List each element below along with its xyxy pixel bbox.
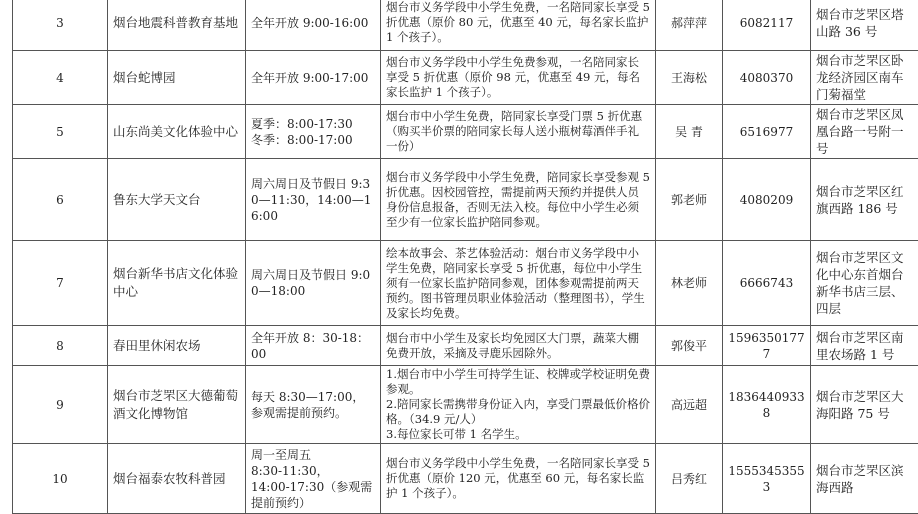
contact-phone: 18364409338 [723,366,811,444]
opening-hours-line: 14:00-17:30（参观需提前预约） [251,479,375,511]
table-row [13,326,918,366]
venue-address: 烟台市芝罘区滨海西路 [811,444,918,514]
opening-hours [246,366,381,444]
preferential-policy-line: 烟台市义务学段中小学生免费，陪同家长享受参观 5 折优惠。因校园管控，需提前两天预约并提供人员身份信息报备，否则无法入校。每位中小学生必须至少有一位家长监护陪同参观。 [386,170,650,230]
preferential-policy-line: 烟台市义务学段中小学生免费参观，一名陪同家长享受 5 折优惠（原价 98 元，优惠至 49 元，每名家长监护 1 个孩子）。 [386,55,650,100]
preferential-policy [381,105,656,159]
opening-hours [246,444,381,514]
opening-hours-line: 周六周日及节假日 9:30—11:30，14:00—16:00 [251,176,375,224]
preferential-policy-line: 绘本故事会、茶艺体验活动：烟台市义务学段中小学生免费，陪同家长享受 5 折优惠，每位中小学生须有一位家长监护陪同参观，团体参观需提前两天预约。图书管理员职业体验活动（整理图书），学生及家长均免费。 [386,246,650,321]
opening-hours [246,51,381,105]
venue-address: 烟台市芝罘区文化中心东首烟台新华书店三层、四层 [811,241,918,326]
opening-hours-line: 每天 8:30—17:00，参观需提前预约。 [251,389,375,421]
venue-address: 烟台市芝罘区南里农场路 1 号 [811,326,918,366]
venue-address: 烟台市芝罘区大海阳路 75 号 [811,366,918,444]
venue-address: 烟台市芝罘区红旗西路 186 号 [811,159,918,241]
contact-person: 高远超 [656,366,723,444]
contact-person: 郭俊平 [656,326,723,366]
opening-hours-line: 全年开放 9:00-17:00 [251,70,375,86]
contact-phone: 6666743 [723,241,811,326]
opening-hours-line: 8:30-11:30， [251,463,375,479]
opening-hours [246,241,381,326]
opening-hours-line: 全年开放 8：30-18：00 [251,330,375,362]
contact-phone: 15553453553 [723,444,811,514]
preferential-policy-line: 烟台市中小学生及家长均免园区大门票，蔬菜大棚免费开放，采摘及寻鹿乐园除外。 [386,331,650,361]
table-row [13,51,918,105]
opening-hours [246,159,381,241]
opening-hours-line: 周六周日及节假日 9:00—18:00 [251,267,375,299]
opening-hours [246,0,381,51]
venue-address: 烟台市芝罘区卧龙经济园区南车门菊福堂 [811,51,918,105]
row-number: 7 [13,241,108,326]
venue-table [12,0,918,514]
row-number: 9 [13,366,108,444]
venue-name: 烟台市芝罘区大德葡萄酒文化博物馆 [108,366,246,444]
row-number: 3 [13,0,108,51]
contact-person: 吴 青 [656,105,723,159]
preferential-policy [381,0,656,51]
contact-person: 王海松 [656,51,723,105]
opening-hours-line: 周一至周五 [251,447,375,463]
contact-person: 吕秀红 [656,444,723,514]
preferential-policy [381,51,656,105]
venue-name: 烟台蛇博园 [108,51,246,105]
table-row [13,241,918,326]
preferential-policy-line: 2.陪同家长需携带身份证入内，享受门票最低价格价格。（34.9 元/人） [386,397,650,427]
table-row [13,444,918,514]
row-number: 6 [13,159,108,241]
preferential-policy [381,159,656,241]
table-body [13,0,918,514]
table-row [13,0,918,51]
opening-hours-line: 全年开放 9:00-16:00 [251,15,375,31]
preferential-policy [381,444,656,514]
row-number: 4 [13,51,108,105]
opening-hours-line: 冬季：8:00-17:00 [251,132,375,148]
opening-hours [246,326,381,366]
preferential-policy-line: 烟台市义务学段中小学生免费，一名陪同家长享受 5 折优惠（原价 120 元，优惠至 60 元，每名家长监护 1 个孩子）。 [386,456,650,501]
contact-phone: 6082117 [723,0,811,51]
venue-address: 烟台市芝罘区凤凰台路一号附一号 [811,105,918,159]
contact-phone: 4080370 [723,51,811,105]
preferential-policy-line: 烟台市中小学生免费，陪同家长享受门票 5 折优惠（购买半价票的陪同家长每人送小瓶树莓酒伴手礼一份） [386,109,650,154]
row-number: 10 [13,444,108,514]
opening-hours-line: 夏季：8:00-17:30 [251,116,375,132]
venue-name: 烟台福泰农牧科普园 [108,444,246,514]
contact-phone: 4080209 [723,159,811,241]
contact-person: 林老师 [656,241,723,326]
table-row [13,366,918,444]
row-number: 5 [13,105,108,159]
preferential-policy [381,241,656,326]
venue-name: 鲁东大学天文台 [108,159,246,241]
preferential-policy-line: 烟台市义务学段中小学生免费，一名陪同家长享受 5 折优惠（原价 80 元，优惠至 40 元，每名家长监护 1 个孩子）。 [386,0,650,45]
table-row [13,159,918,241]
preferential-policy-line: 3.每位家长可带 1 名学生。 [386,427,650,442]
venue-name: 烟台新华书店文化体验中心 [108,241,246,326]
contact-phone: 15963501777 [723,326,811,366]
venue-address: 烟台市芝罘区塔山路 36 号 [811,0,918,51]
opening-hours [246,105,381,159]
venue-name: 春田里休闲农场 [108,326,246,366]
venue-name: 烟台地震科普教育基地 [108,0,246,51]
contact-person: 郭老师 [656,159,723,241]
contact-phone: 6516977 [723,105,811,159]
preferential-policy [381,326,656,366]
preferential-policy-line: 1.烟台市中小学生可持学生证、校牌或学校证明免费参观。 [386,367,650,397]
preferential-policy [381,366,656,444]
row-number: 8 [13,326,108,366]
venue-name: 山东尚美文化体验中心 [108,105,246,159]
table-row [13,105,918,159]
contact-person: 郝萍萍 [656,0,723,51]
